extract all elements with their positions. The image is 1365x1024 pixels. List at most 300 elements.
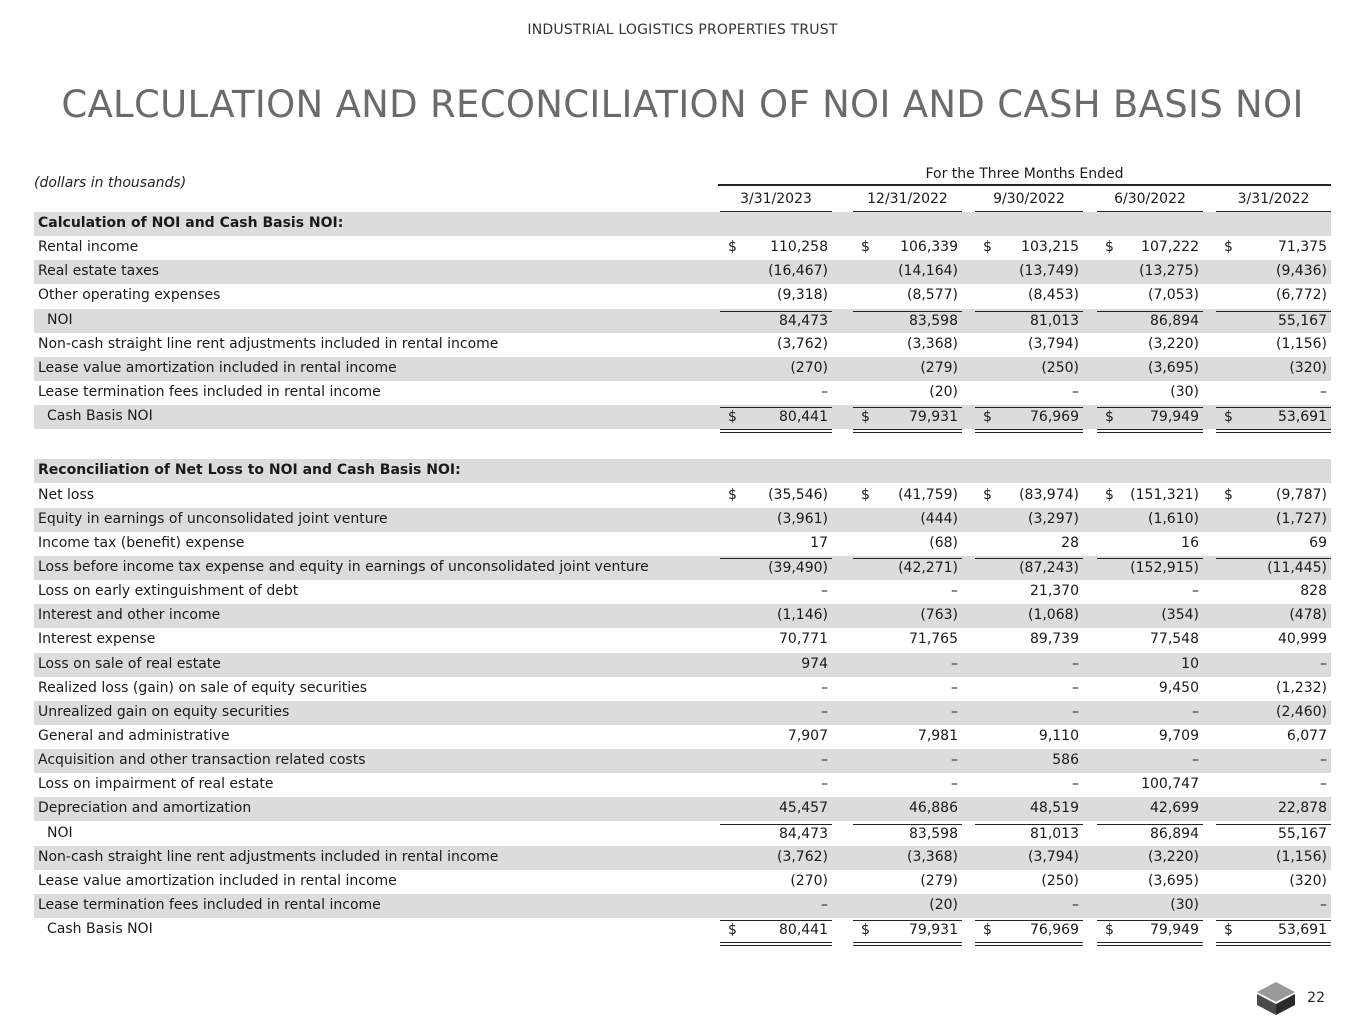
table-cell: [720, 751, 832, 772]
row-label: Acquisition and other transaction related costs: [38, 752, 366, 769]
table-cell: [853, 359, 962, 380]
cell-value: –: [821, 776, 828, 793]
table-cell: [1216, 606, 1331, 627]
cell-value: (1,727): [1275, 510, 1327, 527]
cell-value: 77,548: [1150, 631, 1199, 648]
table-cell: [975, 558, 1083, 580]
table-cell: [1097, 286, 1203, 307]
section-header-row: [34, 459, 1331, 483]
cell-value: 110,258: [770, 239, 828, 256]
table-cell: [975, 824, 1083, 846]
cell-value: 828: [1300, 583, 1327, 600]
table-row: [34, 701, 1331, 725]
dollar-sign: $: [983, 239, 992, 256]
page-title: CALCULATION AND RECONCILIATION OF NOI AND CASH BASIS NOI: [61, 82, 1304, 126]
cell-value: 79,931: [909, 409, 958, 426]
cell-value: 86,894: [1150, 312, 1199, 329]
table-row: [34, 677, 1331, 701]
cell-value: (1,156): [1275, 848, 1327, 865]
cell-value: 76,969: [1030, 922, 1079, 939]
table-cell: [1216, 703, 1331, 724]
row-label: Interest and other income: [38, 607, 221, 624]
table-cell: [1097, 407, 1203, 433]
table-cell: [975, 896, 1083, 917]
cell-value: (3,220): [1147, 848, 1199, 865]
table-cell: [853, 311, 962, 333]
table-row: [34, 333, 1331, 357]
cell-value: 79,931: [909, 922, 958, 939]
table-cell: [1216, 872, 1331, 893]
row-label: Real estate taxes: [38, 263, 159, 280]
table-cell: [1097, 799, 1203, 820]
cell-value: (354): [1161, 607, 1199, 624]
cell-value: 9,709: [1158, 728, 1199, 744]
cell-value: –: [951, 776, 958, 793]
cell-value: 10: [1181, 655, 1199, 672]
row-label: Equity in earnings of unconsolidated joint venture: [38, 510, 388, 527]
table-row: [34, 653, 1331, 677]
cell-value: (30): [1170, 384, 1199, 401]
table-cell: [1097, 679, 1203, 700]
column-header: 9/30/2022: [975, 190, 1083, 212]
table-cell: [1097, 311, 1203, 333]
row-label: Rental income: [38, 239, 139, 256]
cell-value: (478): [1289, 607, 1327, 624]
cell-value: (9,318): [776, 287, 828, 304]
table-cell: [1097, 872, 1203, 893]
column-header-row: [34, 188, 1331, 212]
table-cell: [975, 606, 1083, 627]
cell-value: (14,164): [898, 263, 958, 280]
cell-value: –: [1072, 776, 1079, 793]
table-cell: [1097, 510, 1203, 531]
table-cell: [720, 824, 832, 846]
dollar-sign: $: [983, 486, 992, 503]
cell-value: 40,999: [1278, 631, 1327, 648]
table-row: [34, 918, 1331, 942]
cell-value: (279): [920, 872, 958, 889]
table-row: [34, 381, 1331, 405]
table-row: [34, 725, 1331, 749]
table-cell: [720, 655, 832, 676]
cell-value: 89,739: [1030, 631, 1079, 648]
row-label: Cash Basis NOI: [47, 921, 153, 938]
cell-value: 79,949: [1150, 922, 1199, 939]
table-row: [34, 749, 1331, 773]
row-label: Non-cash straight line rent adjustments included in rental income: [38, 335, 499, 352]
table-row: [34, 484, 1331, 508]
dollar-sign: $: [861, 486, 870, 503]
table-cell: [1216, 824, 1331, 846]
table-cell: [853, 727, 962, 748]
cell-value: –: [821, 752, 828, 769]
cell-value: (1,146): [776, 607, 828, 624]
cell-value: (151,321): [1130, 486, 1199, 503]
cell-value: (6,772): [1275, 287, 1327, 304]
table-cell: [720, 848, 832, 869]
cell-value: (41,759): [898, 486, 958, 503]
cell-value: –: [1192, 583, 1199, 600]
cell-value: 84,473: [779, 312, 828, 329]
cell-value: (3,762): [776, 335, 828, 352]
cell-value: 53,691: [1278, 922, 1327, 939]
table-cell: [975, 872, 1083, 893]
table-cell: [720, 558, 832, 580]
table-cell: [853, 679, 962, 700]
table-cell: [720, 896, 832, 917]
table-cell: [1216, 335, 1331, 356]
table-cell: [1097, 335, 1203, 356]
dollar-sign: $: [728, 409, 737, 426]
table-cell: [1097, 606, 1203, 627]
cell-value: 45,457: [779, 800, 828, 817]
table-cell: [1097, 920, 1203, 946]
row-label: Interest expense: [38, 631, 156, 648]
table-cell: [853, 383, 962, 404]
cell-value: (1,068): [1027, 607, 1079, 624]
cell-value: (250): [1041, 872, 1079, 889]
cell-value: –: [1320, 384, 1327, 401]
company-logo: [1255, 980, 1297, 1016]
table-cell: [975, 311, 1083, 333]
table-cell: [853, 848, 962, 869]
table-cell: [720, 238, 832, 259]
cell-value: 80,441: [779, 922, 828, 939]
table-cell: [1216, 848, 1331, 869]
cell-value: 9,110: [1038, 728, 1079, 744]
table-cell: [853, 630, 962, 651]
table-cell: [853, 872, 962, 893]
table-cell: [720, 872, 832, 893]
table-cell: [975, 486, 1083, 507]
table-row: [34, 846, 1331, 870]
cell-value: 70,771: [779, 631, 828, 648]
table-row: [34, 773, 1331, 797]
table-cell: [853, 582, 962, 603]
cell-value: (35,546): [768, 486, 828, 503]
row-label: Net loss: [38, 486, 95, 503]
cell-value: 974: [801, 655, 828, 672]
table-row: [34, 894, 1331, 918]
cell-value: 71,375: [1278, 239, 1327, 256]
row-label: Unrealized gain on equity securities: [38, 703, 290, 720]
cell-value: (279): [920, 359, 958, 376]
cell-value: 71,765: [909, 631, 958, 648]
table-cell: [1216, 286, 1331, 307]
table-cell: [720, 727, 832, 748]
table-cell: [853, 799, 962, 820]
cell-value: 53,691: [1278, 409, 1327, 426]
cell-value: 28: [1061, 534, 1079, 551]
table-cell: [1097, 848, 1203, 869]
row-label: NOI: [47, 311, 73, 328]
table-row: [34, 797, 1331, 821]
cell-value: (13,749): [1019, 263, 1079, 280]
cell-value: –: [821, 679, 828, 696]
table-cell: [720, 606, 832, 627]
cell-value: 21,370: [1030, 583, 1079, 600]
cell-value: (8,453): [1027, 287, 1079, 304]
table-cell: [720, 582, 832, 603]
table-cell: [1097, 775, 1203, 796]
dollar-sign: $: [728, 239, 737, 256]
table-cell: [853, 534, 962, 555]
cell-value: 586: [1052, 752, 1079, 769]
cell-value: –: [1320, 655, 1327, 672]
dollar-sign: $: [983, 922, 992, 939]
cell-value: (763): [920, 607, 958, 624]
table-cell: [1097, 630, 1203, 651]
section-title: Reconciliation of Net Loss to NOI and Cash Basis NOI:: [38, 462, 461, 479]
table-cell: [720, 630, 832, 651]
table-cell: [853, 655, 962, 676]
table-cell: [853, 824, 962, 846]
table-cell: [1216, 534, 1331, 555]
table-cell: [1216, 510, 1331, 531]
table-cell: [1216, 383, 1331, 404]
table-cell: [1216, 751, 1331, 772]
dollar-sign: $: [1224, 239, 1233, 256]
table-cell: [1097, 582, 1203, 603]
column-header: 3/31/2022: [1216, 190, 1331, 212]
cell-value: (250): [1041, 359, 1079, 376]
cell-value: 81,013: [1030, 312, 1079, 329]
cell-value: 84,473: [779, 825, 828, 842]
page-number: 22: [1307, 990, 1325, 1006]
cell-value: 55,167: [1278, 825, 1327, 842]
cell-value: (13,275): [1139, 263, 1199, 280]
cell-value: –: [821, 583, 828, 600]
cell-value: –: [951, 583, 958, 600]
cell-value: 80,441: [779, 409, 828, 426]
table-cell: [720, 486, 832, 507]
column-header: 3/31/2023: [720, 190, 832, 212]
cell-value: 42,699: [1150, 800, 1199, 817]
table-cell: [975, 703, 1083, 724]
table-cell: [1216, 920, 1331, 946]
cell-value: (152,915): [1130, 559, 1199, 576]
cell-value: 7,981: [917, 728, 958, 744]
table-cell: [1216, 630, 1331, 651]
table-cell: [1097, 896, 1203, 917]
cell-value: –: [821, 897, 828, 914]
cell-value: (20): [929, 384, 958, 401]
table-row: [34, 284, 1331, 308]
row-label: Lease termination fees included in rental income: [38, 384, 381, 401]
table-cell: [1216, 582, 1331, 603]
dollar-sign: $: [1105, 922, 1114, 939]
cell-value: –: [1320, 897, 1327, 914]
table-cell: [853, 703, 962, 724]
table-cell: [1216, 359, 1331, 380]
dollar-sign: $: [1105, 409, 1114, 426]
period-header: For the Three Months Ended: [718, 166, 1331, 186]
table-cell: [975, 655, 1083, 676]
cell-value: –: [951, 703, 958, 720]
table-cell: [975, 799, 1083, 820]
table-cell: [1216, 558, 1331, 580]
cell-value: (3,794): [1027, 335, 1079, 352]
table-cell: [853, 606, 962, 627]
row-label: NOI: [47, 824, 73, 841]
cell-value: –: [951, 752, 958, 769]
table-cell: [975, 751, 1083, 772]
cell-value: –: [1072, 384, 1079, 401]
cell-value: 69: [1309, 534, 1327, 551]
cell-value: (270): [790, 872, 828, 889]
table-cell: [975, 335, 1083, 356]
table-row: [34, 604, 1331, 628]
table-cell: [720, 311, 832, 333]
table-cell: [975, 238, 1083, 259]
table-cell: [975, 582, 1083, 603]
table-row: [34, 357, 1331, 381]
table-cell: [1216, 655, 1331, 676]
table-cell: [720, 262, 832, 283]
column-header: 6/30/2022: [1097, 190, 1203, 212]
table-cell: [720, 679, 832, 700]
table-cell: [1216, 799, 1331, 820]
table-row: [34, 870, 1331, 894]
cell-value: –: [1072, 897, 1079, 914]
cell-value: (3,762): [776, 848, 828, 865]
table-cell: [975, 383, 1083, 404]
table-cell: [853, 510, 962, 531]
row-label: Loss on early extinguishment of debt: [38, 583, 299, 600]
row-label: Depreciation and amortization: [38, 800, 252, 817]
cell-value: (444): [920, 510, 958, 527]
cell-value: –: [1072, 703, 1079, 720]
table-row: [34, 236, 1331, 260]
table-cell: [720, 383, 832, 404]
table-cell: [720, 534, 832, 555]
table-cell: [1216, 262, 1331, 283]
cell-value: –: [951, 679, 958, 696]
table-cell: [720, 359, 832, 380]
table-row: [34, 822, 1331, 846]
cell-value: 7,907: [787, 728, 828, 744]
table-cell: [1097, 383, 1203, 404]
cell-value: 103,215: [1021, 239, 1079, 256]
table-cell: [1097, 824, 1203, 846]
table-cell: [1216, 775, 1331, 796]
cell-value: 22,878: [1278, 800, 1327, 817]
cell-value: –: [821, 703, 828, 720]
cell-value: 48,519: [1030, 800, 1079, 817]
table-row: [34, 405, 1331, 429]
cell-value: –: [1072, 679, 1079, 696]
cell-value: (9,436): [1275, 263, 1327, 280]
cell-value: (1,156): [1275, 335, 1327, 352]
cell-value: (42,271): [898, 559, 958, 576]
row-label: Other operating expenses: [38, 287, 221, 304]
table-cell: [853, 335, 962, 356]
cell-value: 83,598: [909, 825, 958, 842]
table-row: [34, 532, 1331, 556]
row-label: Lease value amortization included in rental income: [38, 872, 397, 889]
table-cell: [720, 799, 832, 820]
table-row: [34, 580, 1331, 604]
row-label: Realized loss (gain) on sale of equity securities: [38, 679, 368, 696]
cell-value: 16: [1181, 534, 1199, 551]
table-cell: [975, 775, 1083, 796]
table-cell: [975, 407, 1083, 433]
table-cell: [975, 286, 1083, 307]
cell-value: (3,695): [1147, 872, 1199, 889]
dollar-sign: $: [728, 486, 737, 503]
table-cell: [720, 703, 832, 724]
dollar-sign: $: [728, 922, 737, 939]
cell-value: 79,949: [1150, 409, 1199, 426]
cell-value: 107,222: [1141, 239, 1199, 256]
row-label: Loss on impairment of real estate: [38, 776, 274, 793]
cell-value: (320): [1289, 872, 1327, 889]
table-cell: [720, 920, 832, 946]
cell-value: (270): [790, 359, 828, 376]
table-cell: [1097, 727, 1203, 748]
table-cell: [853, 286, 962, 307]
dollar-sign: $: [1224, 486, 1233, 503]
cell-value: (1,232): [1275, 679, 1327, 696]
table-row: [34, 556, 1331, 580]
cell-value: (11,445): [1267, 559, 1327, 576]
cell-value: (30): [1170, 897, 1199, 914]
table-cell: [853, 775, 962, 796]
dollar-sign: $: [1224, 922, 1233, 939]
cell-value: (1,610): [1147, 510, 1199, 527]
units-note: (dollars in thousands): [34, 175, 187, 191]
cell-value: 86,894: [1150, 825, 1199, 842]
table-cell: [853, 751, 962, 772]
table-cell: [975, 510, 1083, 531]
section-header-row: [34, 212, 1331, 236]
table-cell: [1216, 896, 1331, 917]
cell-value: (3,695): [1147, 359, 1199, 376]
cell-value: (3,368): [906, 335, 958, 352]
cell-value: (87,243): [1019, 559, 1079, 576]
cell-value: 55,167: [1278, 312, 1327, 329]
cell-value: (3,220): [1147, 335, 1199, 352]
table-cell: [1097, 262, 1203, 283]
row-label: Cash Basis NOI: [47, 408, 153, 425]
cell-value: 9,450: [1158, 679, 1199, 696]
cell-value: –: [1320, 776, 1327, 793]
cell-value: (3,368): [906, 848, 958, 865]
row-label: Loss on sale of real estate: [38, 655, 221, 672]
table-cell: [1097, 238, 1203, 259]
cell-value: (3,961): [776, 510, 828, 527]
table-row: [34, 508, 1331, 532]
cell-value: –: [1192, 703, 1199, 720]
row-label: Non-cash straight line rent adjustments included in rental income: [38, 848, 499, 865]
column-header: 12/31/2022: [853, 190, 962, 212]
row-label: Lease value amortization included in rental income: [38, 359, 397, 376]
cell-value: –: [1072, 655, 1079, 672]
cell-value: (9,787): [1275, 486, 1327, 503]
table-cell: [853, 262, 962, 283]
cell-value: (39,490): [768, 559, 828, 576]
table-cell: [853, 238, 962, 259]
table-cell: [853, 896, 962, 917]
dollar-sign: $: [861, 922, 870, 939]
table-cell: [1097, 655, 1203, 676]
dollar-sign: $: [1224, 409, 1233, 426]
table-cell: [853, 558, 962, 580]
table-cell: [1097, 486, 1203, 507]
dollar-sign: $: [861, 409, 870, 426]
table-cell: [1097, 359, 1203, 380]
table-cell: [1097, 751, 1203, 772]
